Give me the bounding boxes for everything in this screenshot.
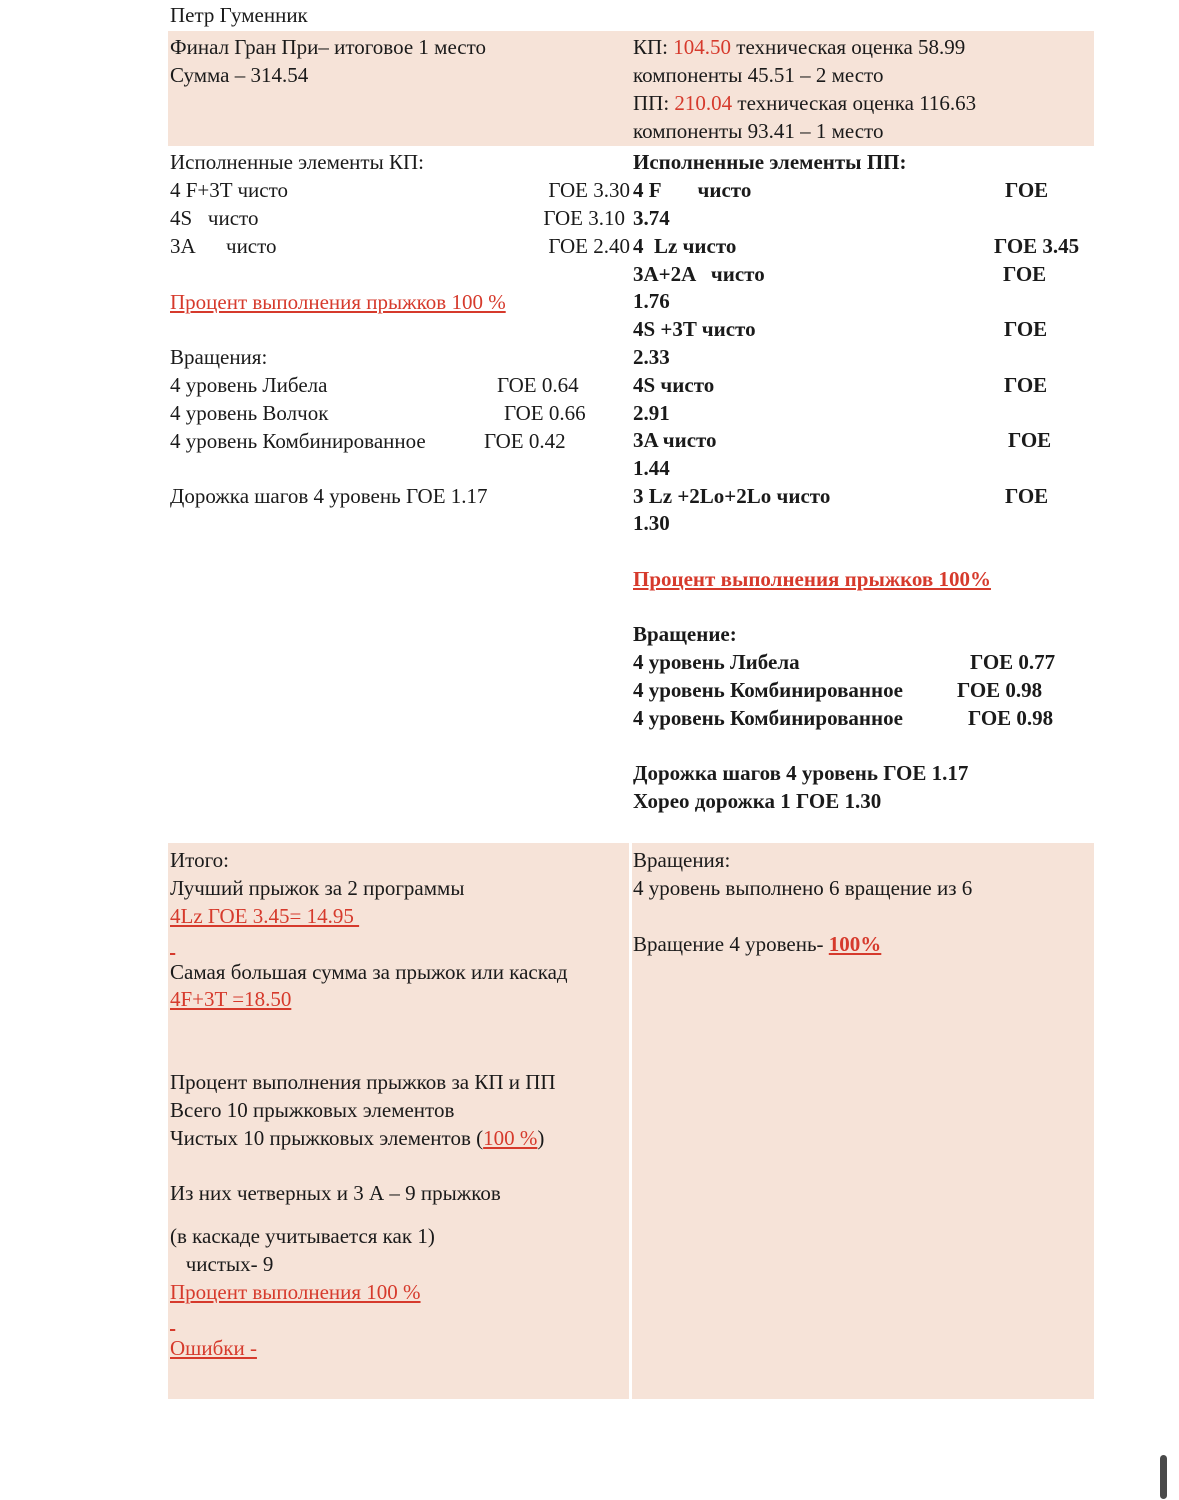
spins-level-percent: 100%	[828, 932, 882, 956]
sp-jump-percent: Процент выполнения прыжков 100 %	[170, 290, 506, 314]
sp-components: компоненты 45.51 – 2 место	[633, 63, 884, 87]
sp-spins-heading: Вращения:	[170, 345, 268, 369]
max-sum-label: Самая большая сумма за прыжок или каскад	[170, 960, 568, 984]
dash-separator	[170, 930, 175, 958]
fs-jump-name: 4S +3T чисто	[633, 317, 756, 341]
fs-jump-goe-value: 1.30	[633, 511, 670, 535]
totals-heading: Итого:	[170, 848, 229, 872]
fs-spin-goe: ГОЕ 0.77	[970, 650, 1056, 674]
fs-jump-name: 3A чисто	[633, 428, 717, 452]
athlete-name: Петр Гуменник	[170, 3, 308, 27]
fs-jump-goe-value: 1.44	[633, 456, 670, 480]
percent-line: Процент выполнения 100 %	[170, 1280, 421, 1304]
fs-score: 210.04	[674, 91, 733, 115]
sp-spin-goe: ГОЕ 0.42	[484, 429, 566, 453]
fs-components: компоненты 93.41 – 1 место	[633, 119, 884, 143]
total-jumps: Всего 10 прыжковых элементов	[170, 1098, 455, 1122]
dash-separator	[170, 1306, 175, 1334]
quads-line: Из них четверных и 3 А – 9 прыжков	[170, 1181, 501, 1205]
sp-jump-name: 4 F+3T чисто	[170, 178, 288, 202]
sp-jump-goe: ГОЕ 3.10	[543, 206, 625, 230]
sp-jump-goe: ГОЕ 2.40	[548, 234, 630, 258]
fs-spin-name: 4 уровень Комбинированное	[633, 678, 903, 702]
fs-jump-goe-label: ГОЕ	[1008, 428, 1052, 452]
spins-level: Вращение 4 уровень- 100%	[633, 932, 882, 956]
sp-elements-heading: Исполненные элементы КП:	[170, 150, 424, 174]
fs-jump-percent: Процент выполнения прыжков 100%	[633, 567, 991, 591]
sp-jump-name: 3A чисто	[170, 234, 277, 258]
fs-jump-name: 4 F чисто	[633, 178, 752, 202]
errors-line: Ошибки -	[170, 1336, 257, 1360]
percent-heading: Процент выполнения прыжков за КП и ПП	[170, 1070, 556, 1094]
fs-score-line: ПП: 210.04 техническая оценка 116.63	[633, 91, 977, 115]
sp-jump-goe: ГОЕ 3.30	[548, 178, 630, 202]
fs-spin-name: 4 уровень Комбинированное	[633, 706, 903, 730]
fs-elements-heading: Исполненные элементы ПП:	[633, 150, 907, 174]
fs-spin-goe: ГОЕ 0.98	[968, 706, 1054, 730]
fs-spin-goe: ГОЕ 0.98	[957, 678, 1043, 702]
fs-jump-goe-label: ГОЕ	[1004, 317, 1048, 341]
fs-choreo-sequence: Хорео дорожка 1 ГОЕ 1.30	[633, 789, 882, 813]
fs-jump-goe-label: ГОЕ	[1005, 178, 1049, 202]
fs-jump-goe-label: ГОЕ	[1005, 484, 1049, 508]
clean-jumps: Чистых 10 прыжковых элементов (100 %)	[170, 1126, 545, 1150]
sp-spin-name: 4 уровень Волчок	[170, 401, 329, 425]
totals-right-block	[632, 843, 1094, 1399]
sp-spin-name: 4 уровень Комбинированное	[170, 429, 426, 453]
fs-jump-name: 4 Lz чисто	[633, 234, 737, 258]
fs-jump-goe-value: 1.76	[633, 289, 670, 313]
sp-spin-name: 4 уровень Либела	[170, 373, 328, 397]
fs-jump-goe-label: ГОЕ	[1004, 373, 1048, 397]
fs-spin-name: 4 уровень Либела	[633, 650, 800, 674]
clean-count: чистых- 9	[170, 1252, 274, 1276]
fs-jump-name: 4S чисто	[633, 373, 715, 397]
fs-step-sequence: Дорожка шагов 4 уровень ГОЕ 1.17	[633, 761, 969, 785]
sp-spin-goe: ГОЕ 0.66	[504, 401, 586, 425]
scrollbar[interactable]	[1160, 1455, 1167, 1499]
sp-score: 104.50	[673, 35, 732, 59]
max-sum-value: 4F+3T =18.50	[170, 987, 292, 1011]
fs-jump-goe-value: 2.33	[633, 345, 670, 369]
fs-spins-heading: Вращение:	[633, 622, 737, 646]
fs-jump-goe-value: 2.91	[633, 401, 670, 425]
clean-jumps-percent: 100 %	[483, 1126, 538, 1150]
totals-spins-heading: Вращения:	[633, 848, 731, 872]
total-sum: Сумма – 314.54	[170, 63, 309, 87]
spins-done: 4 уровень выполнено 6 вращение из 6	[633, 876, 973, 900]
sp-spin-goe: ГОЕ 0.64	[497, 373, 579, 397]
fs-jump-goe-label: ГОЕ	[1003, 262, 1047, 286]
fs-jump-goe-label: ГОЕ 3.45	[994, 234, 1080, 258]
fs-jump-name: 3A+2A чисто	[633, 262, 765, 286]
sp-jump-name: 4S чисто	[170, 206, 259, 230]
best-jump-value: 4Lz ГОЕ 3.45= 14.95	[170, 904, 360, 928]
fs-jump-name: 3 Lz +2Lo+2Lo чисто	[633, 484, 831, 508]
fs-jump-goe-value: 3.74	[633, 206, 670, 230]
sp-score-line: КП: 104.50 техническая оценка 58.99	[633, 35, 966, 59]
cascade-note: (в каскаде учитывается как 1)	[170, 1224, 435, 1248]
best-jump-label: Лучший прыжок за 2 программы	[170, 876, 465, 900]
final-place: Финал Гран При– итоговое 1 место	[170, 35, 487, 59]
sp-step-sequence: Дорожка шагов 4 уровень ГОЕ 1.17	[170, 484, 488, 508]
